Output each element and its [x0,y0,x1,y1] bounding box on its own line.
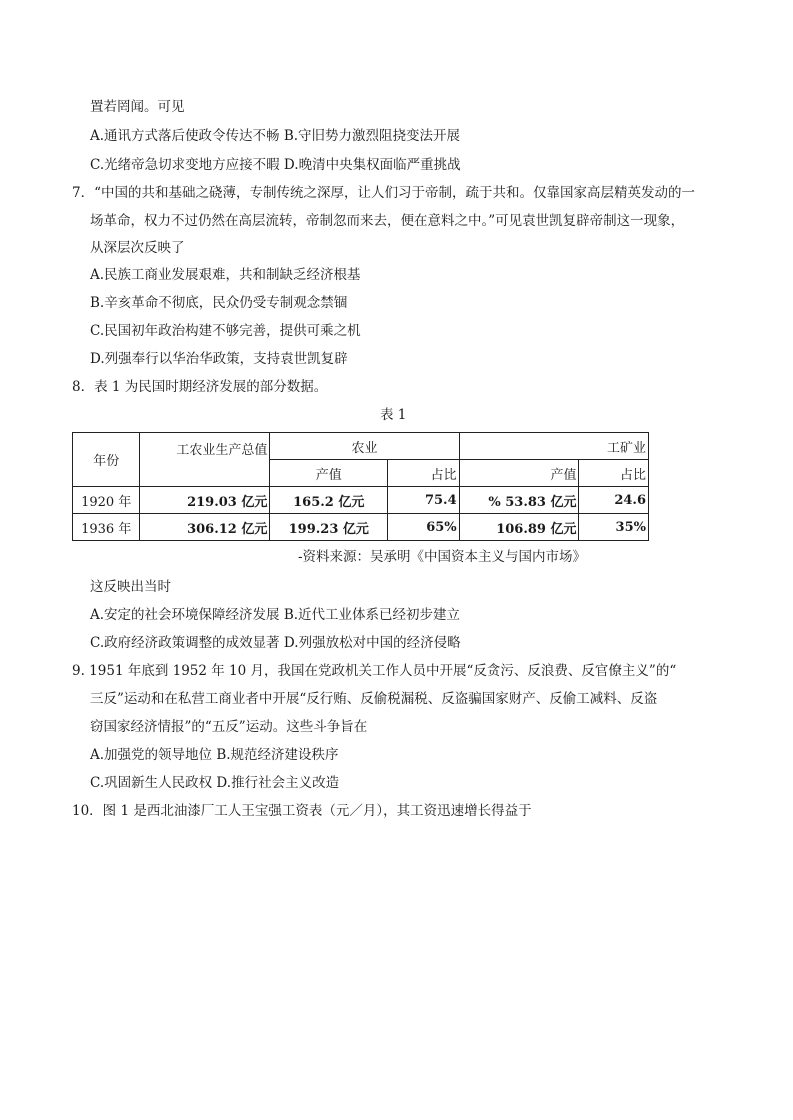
cell-total: 219.03 亿元 [140,487,270,514]
text-line: 窃国家经济情报”的“五反”运动。这些斗争旨在 [90,719,368,735]
option-d: D.列强奉行以华治华政策，支持袁世凯复辟 [90,351,348,367]
table-row [73,514,649,541]
table-caption: 表 1 [380,407,407,423]
question-7: 7．“中国的共和基础之硗薄，专制传统之深厚，让人们习于帝制，疏于共和。仅靠国家高层精英发动的一 [72,185,695,201]
table-header-ind-ratio: 占比 [579,460,649,487]
option-b: B.辛亥革命不彻底，民众仍受专制观念禁锢 [90,295,348,311]
option-line: A.安定的社会环境保障经济发展 B.近代工业体系已经初步建立 [90,607,461,623]
question-9: 9. 1951 年底到 1952 年 10 月，我国在党政机关工作人员中开展“反贪污、反浪费、反官僚主义”的“ [72,663,677,679]
text-line: 场革命，权力不过仍然在高层流转，帝制忽而来去，便在意料之中。”可见袁世凯复辟帝制这一现象， [90,213,685,229]
text-line: 这反映出当时 [90,579,171,595]
cell-total: 306.12 亿元 [140,514,270,541]
cell-year: 1920 年 [73,487,140,514]
table-source: -资料来源：吴承明《中国资本主义与国内市场》 [298,549,587,565]
table-header-ind-value: 产值 [459,460,579,487]
cell-agri-ratio: 75.4 [388,487,459,514]
cell-ind-ratio: 24.6 [579,487,649,514]
text-line: 从深层次反映了 [90,240,185,256]
cell-agri-ratio: 65% [388,514,459,541]
option-a: A.民族工商业发展艰难，共和制缺乏经济根基 [90,267,361,283]
table-row [73,487,649,514]
cell-agri-value: 165.2 亿元 [270,487,388,514]
table-header-year: 年份 [73,433,140,487]
option-line: C.巩固新生人民政权 D.推行社会主义改造 [90,775,340,791]
option-line: A.通讯方式落后使政令传达不畅 B.守旧势力激烈阻挠变法开展 [90,128,461,144]
question-10: 10．图 1 是西北油漆厂工人王宝强工资表（元／月），其工资迅速增长得益于 [72,803,532,819]
data-table [72,432,649,541]
text-line: 三反”运动和在私营工商业者中开展“反行贿、反偷税漏税、反盗骗国家财产、反偷工减料、反盗 [90,691,658,707]
table-header-ind: 工矿业 [459,433,648,460]
question-8: 8．表 1 为民国时期经济发展的部分数据。 [72,379,328,395]
table-header-agri-ratio: 占比 [388,460,459,487]
cell-year: 1936 年 [73,514,140,541]
table-header-total: 工农业生产总值 [140,433,270,487]
option-line: A.加强党的领导地位 B.规范经济建设秩序 [90,747,339,763]
option-line: C.政府经济政策调整的成效显著 D.列强放松对中国的经济侵略 [90,635,461,651]
table-header-agri: 农业 [270,433,459,460]
option-line: C.光绪帝急切求变地方应接不暇 D.晚清中央集权面临严重挑战 [90,157,461,173]
text-line: 置若罔闻。可见 [90,99,185,115]
option-c: C.民国初年政治构建不够完善，提供可乘之机 [90,323,361,339]
cell-ind-ratio: 35% [579,514,649,541]
table-header-agri-value: 产值 [270,460,388,487]
cell-ind-value: % 53.83 亿元 [459,487,579,514]
cell-ind-value: 106.89 亿元 [459,514,579,541]
cell-agri-value: 199.23 亿元 [270,514,388,541]
